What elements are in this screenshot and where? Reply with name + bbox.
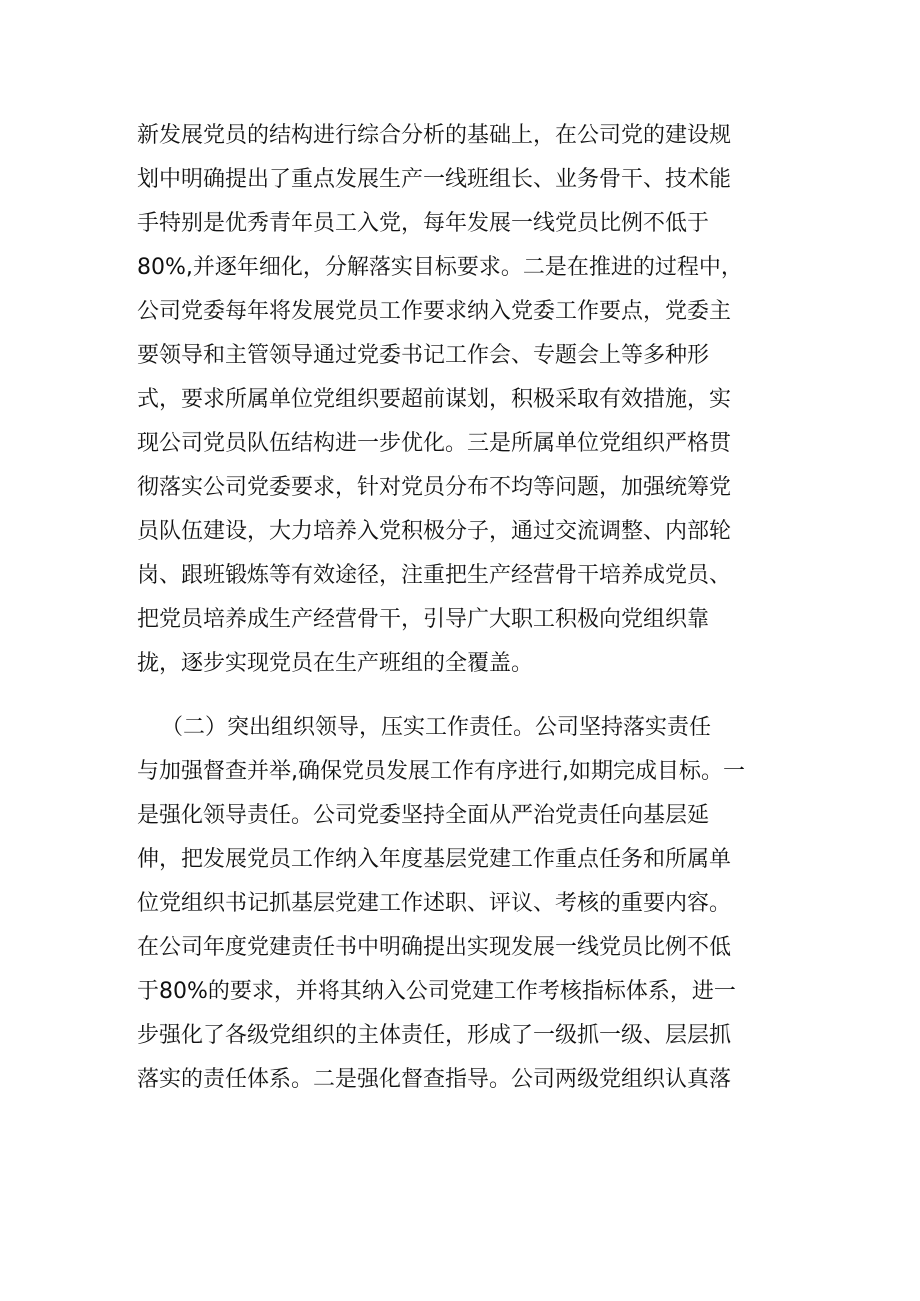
- text-line: 彻落实公司党委要求，针对党员分布不均等问题，加强统筹党: [137, 475, 732, 500]
- text-line: 现公司党员队伍结构进一步优化。三是所属单位党组织严格贯: [137, 431, 732, 456]
- text-line: 80%,并逐年细化，分解落实目标要求。二是在推进的过程中，: [137, 255, 743, 280]
- text-line: 落实的责任体系。二是强化督查指导。公司两级党组织认真落: [137, 1067, 732, 1092]
- text-line: 新发展党员的结构进行综合分析的基础上，在公司党的建设规: [137, 123, 732, 148]
- text-line: 把党员培养成生产经营骨干，引导广大职工积极向党组织靠: [137, 607, 710, 632]
- text-line: 划中明确提出了重点发展生产一线班组长、业务骨干、技术能: [137, 167, 732, 192]
- text-line: 岗、跟班锻炼等有效途径，注重把生产经营骨干培养成党员、: [137, 563, 732, 588]
- text-line: 拢，逐步实现党员在生产班组的全覆盖。: [137, 651, 534, 676]
- text-line: 公司党委每年将发展党员工作要求纳入党委工作要点，党委主: [137, 299, 732, 324]
- text-line: 于80%的要求，并将其纳入公司党建工作考核指标体系，进一: [137, 979, 736, 1004]
- text-line: 伸，把发展党员工作纳入年度基层党建工作重点任务和所属单: [137, 847, 732, 872]
- text-line: 与加强督查并举,确保党员发展工作有序进行,如期完成目标。一: [137, 759, 745, 784]
- text-line: 式，要求所属单位党组织要超前谋划，积极采取有效措施，实: [137, 387, 732, 412]
- text-line: 在公司年度党建责任书中明确提出实现发展一线党员比例不低: [137, 935, 732, 960]
- text-line: 是强化领导责任。公司党委坚持全面从严治党责任向基层延: [137, 803, 710, 828]
- text-line: 手特别是优秀青年员工入党，每年发展一线党员比例不低于: [137, 211, 710, 236]
- text-line: 步强化了各级党组织的主体责任，形成了一级抓一级、层层抓: [137, 1023, 732, 1048]
- text-line: 员队伍建设，大力培养入党积极分子，通过交流调整、内部轮: [137, 519, 732, 544]
- text-line: （二）突出组织领导，压实工作责任。公司坚持落实责任: [161, 715, 712, 740]
- text-line: 要领导和主管领导通过党委书记工作会、专题会上等多种形: [137, 343, 710, 368]
- text-line: 位党组织书记抓基层党建工作述职、评议、考核的重要内容。: [137, 891, 732, 916]
